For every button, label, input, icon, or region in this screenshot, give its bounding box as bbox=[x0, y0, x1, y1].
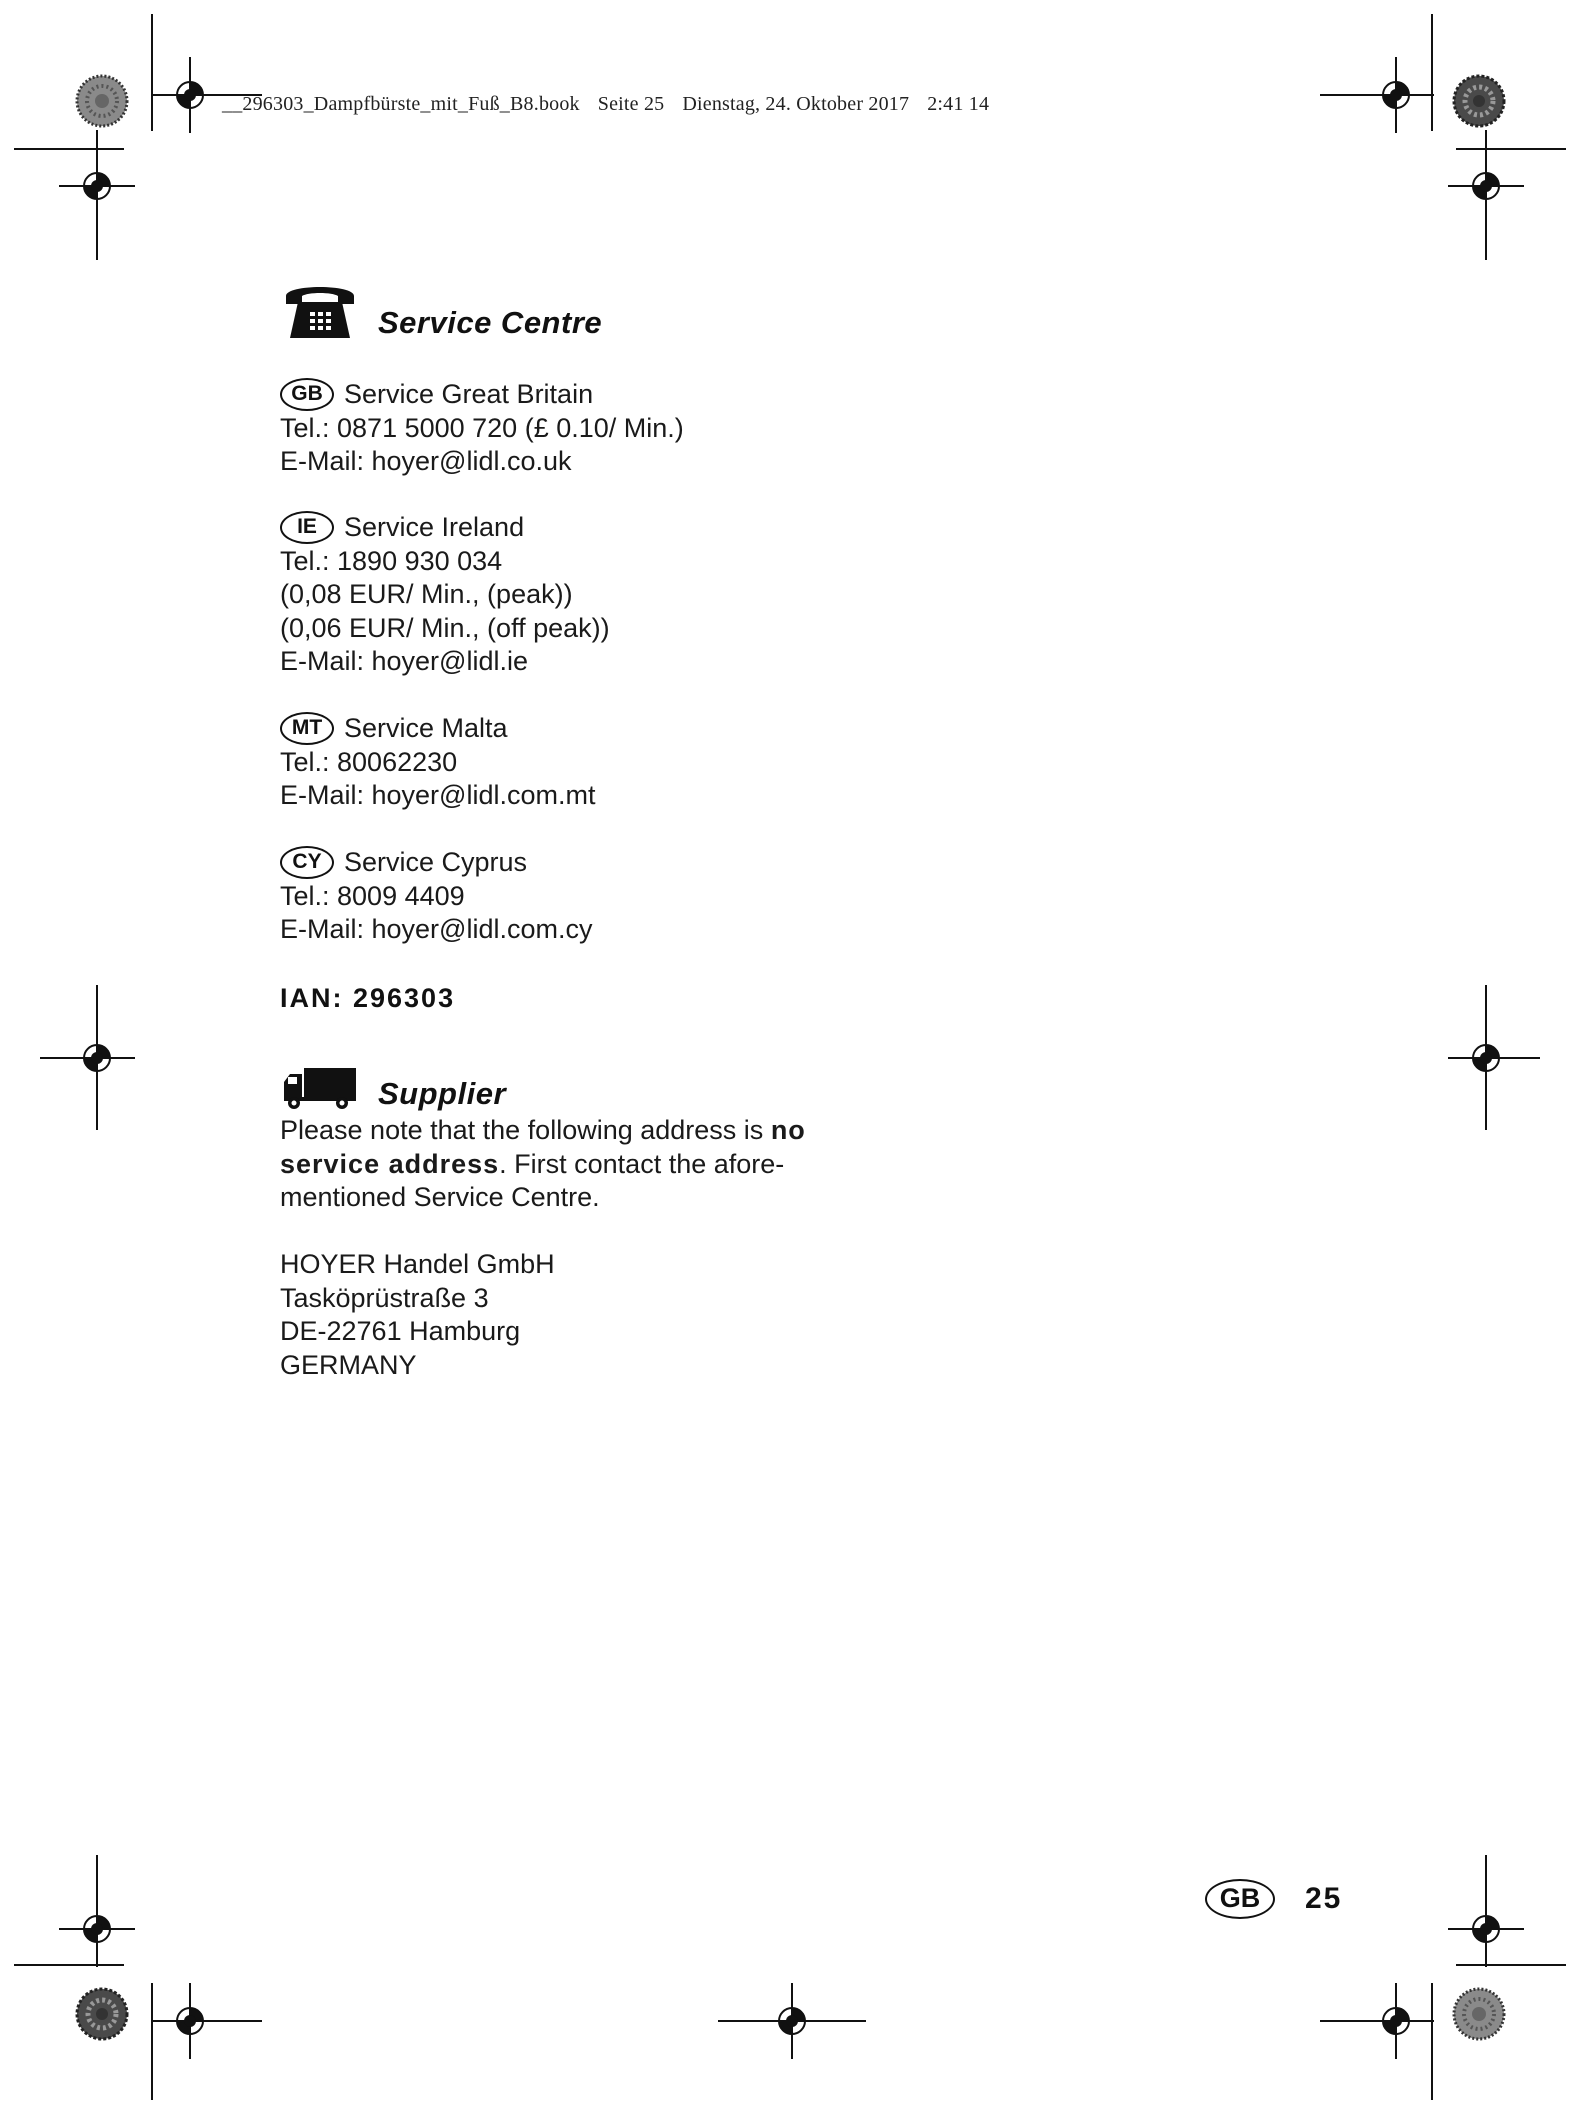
address-country: GERMANY bbox=[280, 1349, 417, 1380]
country-badge-ie: IE bbox=[280, 511, 334, 544]
service-name-mt: Service Malta bbox=[344, 713, 508, 743]
supplier-note-text-1: Please note that the following address is bbox=[280, 1115, 771, 1145]
header-filename: __296303_Dampfbürste_mit_Fuß_B8.book bbox=[222, 93, 580, 115]
service-block-gb bbox=[280, 378, 684, 479]
supplier-address bbox=[280, 1248, 555, 1382]
service-block-mt bbox=[280, 712, 595, 813]
address-street: Tasköprüstraße 3 bbox=[280, 1282, 489, 1313]
service-block-cy bbox=[280, 846, 592, 947]
service-gb-email: E-Mail: hoyer@lidl.co.uk bbox=[280, 446, 572, 476]
service-cy-phone: Tel.: 8009 4409 bbox=[280, 880, 465, 911]
address-city: DE-22761 Hamburg bbox=[280, 1316, 521, 1346]
service-mt-phone: Tel.: 80062230 bbox=[280, 746, 458, 777]
supplier-note-bold-1: no bbox=[770, 1115, 806, 1145]
country-badge-gb: GB bbox=[280, 378, 334, 411]
address-company: HOYER Handel GmbH bbox=[280, 1249, 555, 1279]
page-footer bbox=[1205, 1879, 1342, 1919]
service-gb-phone: Tel.: 0871 5000 720 (£ 0.10/ Min.) bbox=[280, 412, 684, 443]
service-name-cy: Service Cyprus bbox=[344, 847, 528, 877]
service-cy-email: E-Mail: hoyer@lidl.com.cy bbox=[280, 914, 593, 944]
page-number: 25 bbox=[1305, 1882, 1343, 1915]
header-time: 2:41 14 bbox=[927, 93, 990, 115]
supplier-note-text-3: mentioned Service Centre. bbox=[280, 1182, 600, 1212]
header-date: Dienstag, 24. Oktober 2017 bbox=[682, 93, 910, 115]
supplier-note bbox=[280, 1114, 806, 1215]
print-header bbox=[222, 93, 989, 116]
truck-icon bbox=[282, 1066, 358, 1110]
ian-number: IAN: 296303 bbox=[280, 983, 456, 1013]
service-block-ie bbox=[280, 511, 610, 679]
header-page: Seite 25 bbox=[597, 93, 665, 115]
service-ie-phone: Tel.: 1890 930 034 bbox=[280, 545, 503, 576]
service-name-ie: Service Ireland bbox=[344, 512, 525, 542]
service-mt-email: E-Mail: hoyer@lidl.com.mt bbox=[280, 780, 596, 810]
supplier-note-bold-2: service address bbox=[280, 1148, 500, 1179]
telephone-icon bbox=[282, 280, 358, 342]
service-ie-rate-peak: (0,08 EUR/ Min., (peak)) bbox=[280, 579, 573, 609]
country-badge-mt: MT bbox=[280, 712, 334, 745]
country-badge-cy: CY bbox=[280, 846, 334, 879]
service-ie-rate-offpeak: (0,06 EUR/ Min., (off peak)) bbox=[280, 612, 610, 643]
supplier-note-text-2: . First contact the afore- bbox=[499, 1148, 785, 1179]
service-name-gb: Service Great Britain bbox=[344, 379, 594, 409]
service-centre-title: Service Centre bbox=[378, 305, 603, 340]
service-ie-email: E-Mail: hoyer@lidl.ie bbox=[280, 646, 528, 676]
footer-country-badge: GB bbox=[1205, 1879, 1275, 1919]
supplier-title: Supplier bbox=[378, 1076, 507, 1111]
